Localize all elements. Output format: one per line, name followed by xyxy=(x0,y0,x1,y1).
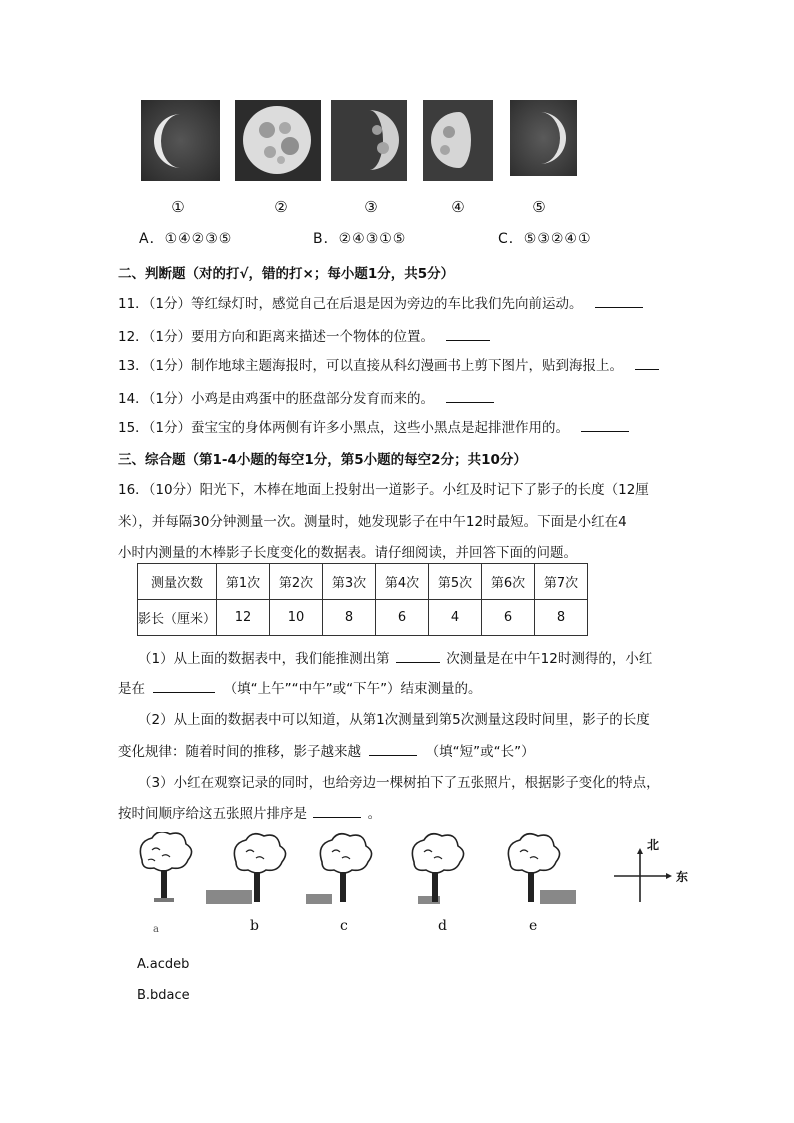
table-cell: 10 xyxy=(270,600,323,636)
tree-b-icon xyxy=(206,834,286,904)
moon-photo-4 xyxy=(423,100,493,181)
choice-b: B．②④③①⑤ xyxy=(313,231,407,247)
compass-icon xyxy=(610,840,680,906)
question-16-line-2: 米），并每隔30分钟测量一次。测量时，她发现影子在中午12时最短。下面是小红在4 xyxy=(118,514,627,530)
answer-blank-16-3[interactable] xyxy=(369,743,417,756)
table-cell: 6 xyxy=(376,600,429,636)
tree-e-icon xyxy=(508,834,576,904)
question-13 xyxy=(118,354,659,374)
table-cell: 6 xyxy=(482,600,535,636)
answer-blank-12[interactable] xyxy=(446,328,490,341)
table-cell: 8 xyxy=(323,600,376,636)
answer-blank-16-1[interactable] xyxy=(396,650,440,663)
question-11-text: 11．（1分）等红绿灯时，感觉自己在后退是因为旁边的车比我们先向前运动。 xyxy=(118,296,583,312)
table-cell: 第3次 xyxy=(323,564,376,600)
answer-blank-16-2[interactable] xyxy=(153,680,215,693)
moon-label-4: ④ xyxy=(451,198,465,216)
question-14-text: 14．（1分）小鸡是由鸡蛋中的胚盘部分发育而来的。 xyxy=(118,391,435,407)
sub1-text-a: （1）从上面的数据表中，我们能推测出第 xyxy=(138,651,390,667)
question-11 xyxy=(118,292,643,312)
table-cell: 8 xyxy=(535,600,588,636)
sub-question-2-line-1: （2）从上面的数据表中可以知道，从第1次测量到第5次测量这段时间里，影子的长度 xyxy=(138,712,650,728)
moon-photo-2 xyxy=(235,100,321,181)
table-cell: 第4次 xyxy=(376,564,429,600)
table-cell: 影长（厘米） xyxy=(138,600,217,636)
moon-label-3: ③ xyxy=(364,198,378,216)
shadow-data-table xyxy=(137,563,588,636)
tree-label-d: d xyxy=(438,918,447,934)
compass-north-label: 北 xyxy=(647,838,660,852)
question-14 xyxy=(118,387,494,407)
sub2-text-c: （填“短”或“长”） xyxy=(425,744,535,760)
answer-blank-13[interactable] xyxy=(635,357,659,370)
question-15 xyxy=(118,416,629,436)
moon-photo-1 xyxy=(141,100,220,181)
sub-question-3-line-1: （3）小红在观察记录的同时，也给旁边一棵树拍下了五张照片，根据影子变化的特点， xyxy=(138,775,660,791)
section2-heading: 二、判断题（对的打√，错的打×；每小题1分，共5分） xyxy=(118,266,455,282)
moon-photo-3 xyxy=(331,100,407,181)
choice-a: A．①④②③⑤ xyxy=(139,231,233,247)
sub1-text-d: （填“上午”“中午”或“下午”）结束测量的。 xyxy=(223,681,482,697)
sub1-text-b: 次测量是在中午12时测得的，小红 xyxy=(446,651,653,667)
table-row xyxy=(138,600,588,636)
answer-blank-11[interactable] xyxy=(595,295,643,308)
table-cell: 12 xyxy=(217,600,270,636)
sub3-text-c: 。 xyxy=(367,806,382,822)
answer-blank-14[interactable] xyxy=(446,390,494,403)
sub-question-1-line-1 xyxy=(138,647,652,667)
table-cell: 第5次 xyxy=(429,564,482,600)
moon-photo-5 xyxy=(510,100,577,176)
tree-label-a: a xyxy=(153,924,159,935)
sub-question-3-line-2 xyxy=(118,802,381,822)
table-cell: 测量次数 xyxy=(138,564,217,600)
tree-d-icon xyxy=(412,834,463,904)
option-a[interactable]: A.acdeb xyxy=(137,957,190,972)
question-16-line-1: 16．（10分）阳光下，木棒在地面上投射出一道影子。小红及时记下了影子的长度（12厘 xyxy=(118,482,649,498)
tree-label-e: e xyxy=(529,918,538,934)
sub-question-1-line-2 xyxy=(118,677,482,697)
sub3-text-b: 按时间顺序给这五张照片排序是 xyxy=(118,806,307,822)
table-cell: 第7次 xyxy=(535,564,588,600)
question-15-text: 15．（1分）蚕宝宝的身体两侧有许多小黑点，这些小黑点是起排泄作用的。 xyxy=(118,420,570,436)
compass-east-label: 东 xyxy=(676,870,689,884)
table-header-row xyxy=(138,564,588,600)
question-12 xyxy=(118,325,490,345)
sub-question-2-line-2 xyxy=(118,740,535,760)
table-cell: 第6次 xyxy=(482,564,535,600)
moon-label-5: ⑤ xyxy=(532,198,546,216)
tree-c-icon xyxy=(306,834,372,904)
tree-label-c: c xyxy=(340,918,348,934)
question-13-text: 13．（1分）制作地球主题海报时，可以直接从科幻漫画书上剪下图片，贴到海报上。 xyxy=(118,358,624,374)
choice-c: C．⑤③②④① xyxy=(498,231,592,247)
question-16-line-3: 小时内测量的木棒影子长度变化的数据表。请仔细阅读，并回答下面的问题。 xyxy=(118,545,577,561)
table-cell: 4 xyxy=(429,600,482,636)
tree-a-icon xyxy=(140,832,191,902)
answer-blank-15[interactable] xyxy=(581,419,629,432)
answer-blank-16-4[interactable] xyxy=(313,805,361,818)
table-cell: 第1次 xyxy=(217,564,270,600)
section3-heading: 三、综合题（第1-4小题的每空1分，第5小题的每空2分；共10分） xyxy=(118,452,527,468)
table-cell: 第2次 xyxy=(270,564,323,600)
moon-label-2: ② xyxy=(274,198,288,216)
sub2-text-b: 变化规律：随着时间的推移，影子越来越 xyxy=(118,744,361,760)
tree-photos xyxy=(130,832,600,914)
moon-label-1: ① xyxy=(171,198,185,216)
option-b[interactable]: B.bdace xyxy=(137,988,190,1003)
question-12-text: 12．（1分）要用方向和距离来描述一个物体的位置。 xyxy=(118,329,435,345)
tree-label-b: b xyxy=(250,918,259,934)
sub1-text-c: 是在 xyxy=(118,681,145,697)
